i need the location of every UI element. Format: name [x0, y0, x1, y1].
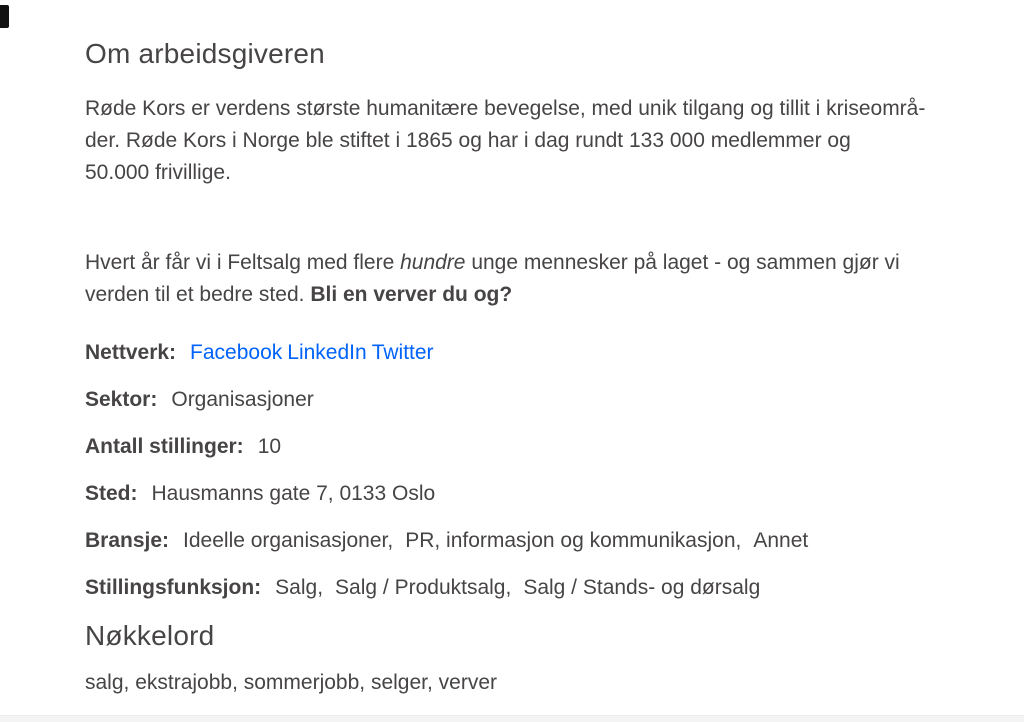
- paragraph-text: Hvert år får vi i Feltsalg med flere: [85, 251, 401, 274]
- paragraph-line: Røde Kors er verdens største humanitære bevegelse, med unik tilgang og tillit i kriseområ-: [85, 97, 926, 120]
- antall-stillinger-label: Antall stillinger:: [85, 435, 244, 458]
- twitter-link[interactable]: Twitter: [371, 341, 434, 364]
- sektor-value: Organisasjoner: [171, 388, 314, 411]
- next-section-divider: [0, 715, 1024, 722]
- stillingsfunksjon-item: Salg / Stands- og dørsalg: [523, 576, 761, 599]
- about-employer-heading: Om arbeidsgiveren: [85, 38, 325, 69]
- nettverk-label: Nettverk:: [85, 341, 177, 364]
- keywords-list: salg, ekstrajobb, sommerjobb, selger, verver: [85, 671, 498, 694]
- call-to-action-text: Bli en verver du og?: [310, 283, 513, 306]
- sted-value: Hausmanns gate 7, 0133 Oslo: [151, 482, 436, 505]
- stillingsfunksjon-item: Salg / Produktsalg,: [335, 576, 512, 599]
- emphasized-text: hundre: [400, 251, 466, 274]
- detail-row-stillingsfunksjon: [85, 572, 984, 604]
- stillingsfunksjon-item: Salg,: [275, 576, 324, 599]
- bransje-item: Annet: [753, 529, 809, 552]
- bransje-item: PR, informasjon og kommunikasjon,: [405, 529, 742, 552]
- detail-row-antall-stillinger: [85, 431, 984, 463]
- bransje-label: Bransje:: [85, 529, 170, 552]
- detail-row-sted: [85, 478, 984, 510]
- paragraph-line: [85, 279, 984, 311]
- stillingsfunksjon-label: Stillingsfunksjon:: [85, 576, 262, 599]
- detail-row-nettverk: [85, 337, 984, 369]
- employer-details-list: [85, 337, 984, 604]
- detail-row-sektor: [85, 384, 984, 416]
- paragraph-line: [85, 247, 984, 279]
- clipped-edge-mark: [0, 5, 9, 28]
- detail-row-bransje: [85, 525, 984, 557]
- employer-description-paragraph: [85, 93, 984, 189]
- bransje-item: Ideelle organisasjoner,: [183, 529, 394, 552]
- sektor-label: Sektor:: [85, 388, 158, 411]
- paragraph-text: unge mennesker på laget - og sammen gjør vi: [465, 251, 900, 274]
- paragraph-line: 50.000 frivillige.: [85, 161, 231, 184]
- antall-stillinger-value: 10: [257, 435, 282, 458]
- linkedin-link[interactable]: LinkedIn: [287, 341, 367, 364]
- recruitment-paragraph: [85, 247, 984, 311]
- facebook-link[interactable]: Facebook: [190, 341, 283, 364]
- sted-label: Sted:: [85, 482, 138, 505]
- keywords-heading: Nøkkelord: [85, 620, 215, 651]
- paragraph-text: verden til et bedre sted.: [85, 283, 311, 306]
- paragraph-line: der. Røde Kors i Norge ble stiftet i 1865 og har i dag rundt 133 000 medlemmer og: [85, 129, 851, 152]
